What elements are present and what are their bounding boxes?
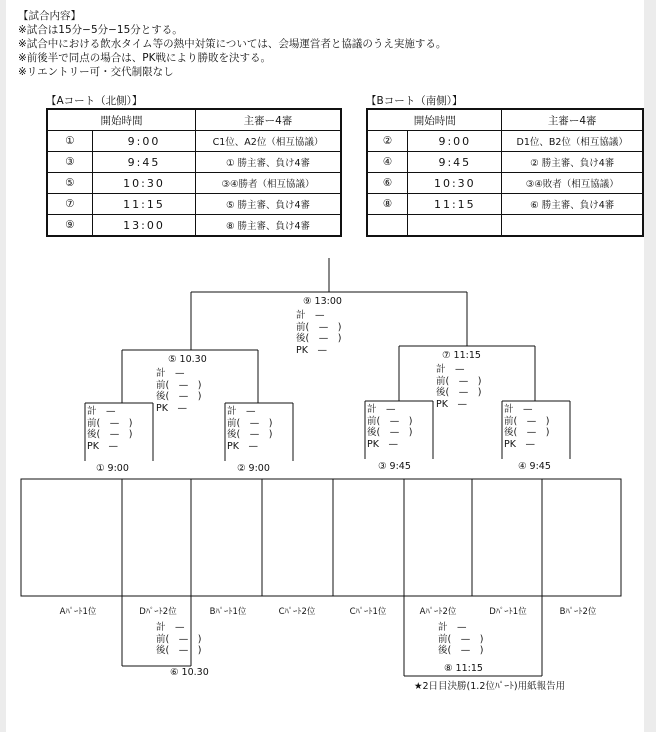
match-referee: ⑥ 勝主審、負け4審 <box>502 194 643 215</box>
team-label: Cﾊﾟｰﾄ1位 <box>349 607 387 617</box>
team-label: Dﾊﾟｰﾄ1位 <box>489 607 527 617</box>
score-second-half: 後( — ) <box>296 333 342 344</box>
score-block-m4 <box>504 404 549 450</box>
match-no: ③ <box>47 152 93 173</box>
match-no: ⑧ <box>367 194 408 215</box>
score-pk: PK — <box>504 438 535 450</box>
score-pk: PK — <box>436 398 467 410</box>
score-pk: PK — <box>296 344 327 356</box>
score-block-m2 <box>227 406 272 452</box>
score-pk: PK — <box>367 438 398 450</box>
team-label: Bﾊﾟｰﾄ2位 <box>559 607 597 617</box>
rule-line-4: ※リエントリー可・交代制限なし <box>18 66 174 78</box>
score-second-half: 後( — ) <box>156 645 202 656</box>
score-total: 計 — <box>438 622 467 633</box>
score-second-half: 後( — ) <box>504 427 550 438</box>
match-time: 13:00 <box>93 215 196 237</box>
match-no: ⑤ <box>47 173 93 194</box>
score-first-half: 前( — ) <box>227 417 273 429</box>
match-time: 11:15 <box>93 194 196 215</box>
col-referee: 主審ー4審 <box>196 109 342 131</box>
score-first-half: 前( — ) <box>438 633 484 645</box>
match-time: 9:45 <box>408 152 502 173</box>
match-time: 9:00 <box>93 131 196 152</box>
match-referee: ② 勝主審、負け4審 <box>502 152 643 173</box>
score-pk: PK — <box>87 440 118 452</box>
score-second-half: 後( — ) <box>438 645 484 656</box>
match-time: 11:15 <box>408 194 502 215</box>
match-5-label: ⑤ 10.30 <box>168 354 207 365</box>
match-no: ④ <box>367 152 408 173</box>
score-first-half: 前( — ) <box>436 375 482 387</box>
col-start-time: 開始時間 <box>367 109 502 131</box>
match-no: ② <box>367 131 408 152</box>
match-referee: ⑤ 勝主審、負け4審 <box>196 194 342 215</box>
score-total: 計 — <box>156 622 185 633</box>
match-referee: ③④敗者（相互協議） <box>502 173 643 194</box>
score-first-half: 前( — ) <box>156 633 202 645</box>
match-6-label: ⑥ 10.30 <box>170 667 209 678</box>
score-first-half: 前( — ) <box>296 321 342 333</box>
match-referee: D1位、B2位（相互協議） <box>502 131 643 152</box>
match-referee: ① 勝主審、負け4審 <box>196 152 342 173</box>
score-first-half: 前( — ) <box>367 415 413 427</box>
match-referee: ⑧ 勝主審、負け4審 <box>196 215 342 237</box>
team-label: Cﾊﾟｰﾄ2位 <box>278 607 316 617</box>
court-b-title: 【Bコート（南側）】 <box>366 95 463 107</box>
score-pk: PK — <box>227 440 258 452</box>
match-3-label: ③ 9:45 <box>378 461 411 472</box>
rules-title: 【試合内容】 <box>18 10 81 22</box>
score-total: 計 — <box>227 406 256 417</box>
match-2-label: ② 9:00 <box>237 463 270 474</box>
score-second-half: 後( — ) <box>436 387 482 398</box>
match-9-label: ⑨ 13:00 <box>303 296 342 307</box>
score-block-m8 <box>438 622 483 657</box>
match-no: ① <box>47 131 93 152</box>
match-8-label: ⑧ 11:15 <box>444 663 483 674</box>
score-block-m5 <box>156 368 201 414</box>
match-referee: C1位、A2位（相互協議） <box>196 131 342 152</box>
score-block-m6 <box>156 622 201 657</box>
score-total: 計 — <box>436 364 465 375</box>
match-no: ⑥ <box>367 173 408 194</box>
score-block-m3 <box>367 404 412 450</box>
match-time: 9:45 <box>93 152 196 173</box>
col-start-time: 開始時間 <box>47 109 196 131</box>
score-total: 計 — <box>296 310 325 321</box>
score-block-m1 <box>87 406 132 452</box>
match-referee: ③④勝者（相互協議） <box>196 173 342 194</box>
score-total: 計 — <box>367 404 396 415</box>
score-total: 計 — <box>156 368 185 379</box>
match-time: 10:30 <box>408 173 502 194</box>
team-label: Aﾊﾟｰﾄ1位 <box>59 607 97 617</box>
score-first-half: 前( — ) <box>87 417 133 429</box>
score-second-half: 後( — ) <box>227 429 273 440</box>
col-referee: 主審ー4審 <box>502 109 643 131</box>
footer-note: ★2日目決勝(1.2位ﾊﾟｰﾄ)用紙報告用 <box>414 681 566 692</box>
team-label: Bﾊﾟｰﾄ1位 <box>209 607 247 617</box>
match-4-label: ④ 9:45 <box>518 461 551 472</box>
score-pk: PK — <box>156 402 187 414</box>
team-label: Dﾊﾟｰﾄ2位 <box>139 607 177 617</box>
score-second-half: 後( — ) <box>156 391 202 402</box>
score-block-m7 <box>436 364 481 410</box>
rule-line-3: ※前後半で同点の場合は、PK戦により勝敗を決する。 <box>18 52 272 64</box>
score-total: 計 — <box>504 404 533 415</box>
score-second-half: 後( — ) <box>87 429 133 440</box>
team-label: Aﾊﾟｰﾄ2位 <box>419 607 457 617</box>
score-second-half: 後( — ) <box>367 427 413 438</box>
score-block-final <box>296 310 341 356</box>
match-no: ⑨ <box>47 215 93 237</box>
document-page <box>6 0 644 732</box>
score-first-half: 前( — ) <box>156 379 202 391</box>
match-no: ⑦ <box>47 194 93 215</box>
match-7-label: ⑦ 11:15 <box>442 350 481 361</box>
rule-line-2: ※試合中における飲水タイム等の熱中対策については、会場運営者と協議のうえ実施する。 <box>18 38 447 50</box>
match-time: 9:00 <box>408 131 502 152</box>
match-1-label: ① 9:00 <box>96 463 129 474</box>
score-total: 計 — <box>87 406 116 417</box>
match-time: 10:30 <box>93 173 196 194</box>
rule-line-1: ※試合は15分−5分−15分とする。 <box>18 24 183 36</box>
score-first-half: 前( — ) <box>504 415 550 427</box>
court-a-title: 【Aコート（北側）】 <box>46 95 143 107</box>
bracket-lines <box>6 0 644 732</box>
